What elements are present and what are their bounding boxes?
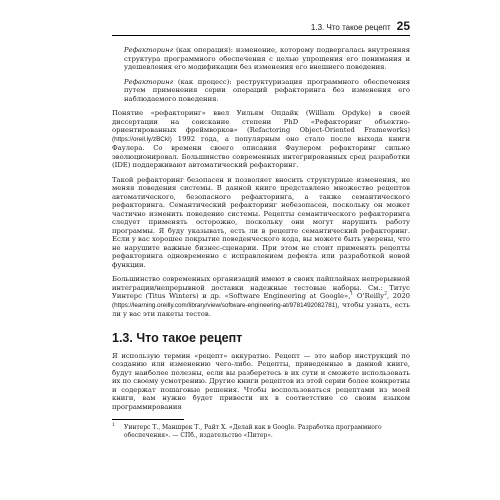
definition-operation — [124, 46, 410, 72]
paragraph-text: , 2020 — [386, 292, 410, 300]
definition-process — [124, 78, 410, 104]
running-head — [112, 14, 410, 36]
page-number: 25 — [396, 19, 410, 33]
definition-term: Рефакторинг — [124, 46, 174, 54]
footnote-ref-2: 2 — [384, 291, 387, 297]
link-opdyke-thesis[interactable]: (https://oreil.ly/zBCkI) — [112, 135, 172, 143]
paragraph-text: Понятие «рефакторинг» ввел Уильям Опдайк (William Opdyke) в своей диссертации на соискание степени PhD «Рефакторинг объектно-ориентированных фреймворков» (Refactoring Object-Oriented Frameworks) — [112, 109, 410, 134]
paragraph-text: 1992 года, а популярным оно стало после выхода книги Фаулера. Со времени своего описания Фаулером рефакторинг сильно эволюционировал. Большинство современных интегрированных сред разработки (IDE) поддерживают автоматический рефакторинг. — [112, 134, 410, 169]
paragraph-safe-refactoring: Такой рефакторинг безопасен и позволяет вносить структурные изменения, не меняя поведения системы. В данной книге представлено множество рецептов автоматического, безопасного рефакторинга, а также семантического рефакторинга. Семантический рефакторинг небезопасен, поскольку он может частично изменить поведение системы. Рецепты семантического рефакторинга следует применять осторожно, поскольку они могут нарушить работу программы. Я буду указывать, есть ли в рецепте семантический рефакторинг. Если у вас хорошее покрытие поведенческого кода, вы можете быть уверены, что не нарушите важные бизнес-сценарии. При этом не стоит применять рецепты рефакторинга одновременно с исправлением дефекта или разработкой новой функции. — [112, 175, 410, 269]
definition-text: (как процесс): реструктуризация программного обеспечения путем применения серии операций рефакторинга без изменения его наблюдаемого поведения. — [124, 77, 410, 103]
footnote — [112, 424, 410, 439]
definition-text: (как операция): изменение, которому подвергалась внутренняя структура программного обеспечения с целью упрощения его понимания и удешевления его модификации без изменения его внешнего поведения. — [124, 46, 410, 71]
definition-term: Рефакторинг — [124, 77, 174, 86]
section-heading: 1.3. Что такое рецепт — [112, 330, 243, 345]
link-software-engineering-at-google[interactable]: (https://learning.oreilly.com/library/view/software-engineering-at/9781492082781) — [112, 301, 338, 309]
footnote-marker — [112, 424, 124, 439]
page-content — [112, 46, 410, 439]
footnote-ref[interactable]: 1 — [350, 291, 354, 297]
paragraph-refactoring-origin — [112, 109, 410, 170]
paragraph-text: Большинство современных организаций имеют в своих пайплайнах непрерывной интеграции/непрерывной доставки надежные тестовые наборы. См.: Титус Уинтерс (Titus Winters) и др. «Software Engineering at Google», — [112, 275, 410, 300]
footnote-divider — [112, 419, 184, 420]
paragraph-recipe-definition: Я использую термин «рецепт» аккуратно. Рецепт — это набор инструкций по созданию или изменению чего-либо. Рецепты, приведенные в данной книге, будут наиболее полезны, если вы разберетесь в их сути и сможете использовать их по своему усмотрению. Другие книги рецептов из этой серии более конкретны и содержат пошаговые решения. Чтобы воспользоваться рецептами из моей книги, вам нужно будет привести их в соответствие со своим языком программирования — [112, 351, 411, 411]
paragraph-text: O’Reilly — [353, 292, 385, 300]
paragraph-text: , чтобы узнать, есть ли у вас эти пакеты тестов. — [112, 300, 410, 318]
footnote-marker-text: 1 — [112, 423, 115, 428]
running-head-title: 1.3. Что такое рецепт — [310, 23, 391, 32]
footnote-text: Уинтерс Т., Маншрек Т., Райт Х. «Делай как в Google. Разработка программного обеспечения». — СПб., издательство «Питер». — [124, 424, 382, 439]
paragraph-test-suites — [112, 275, 410, 319]
